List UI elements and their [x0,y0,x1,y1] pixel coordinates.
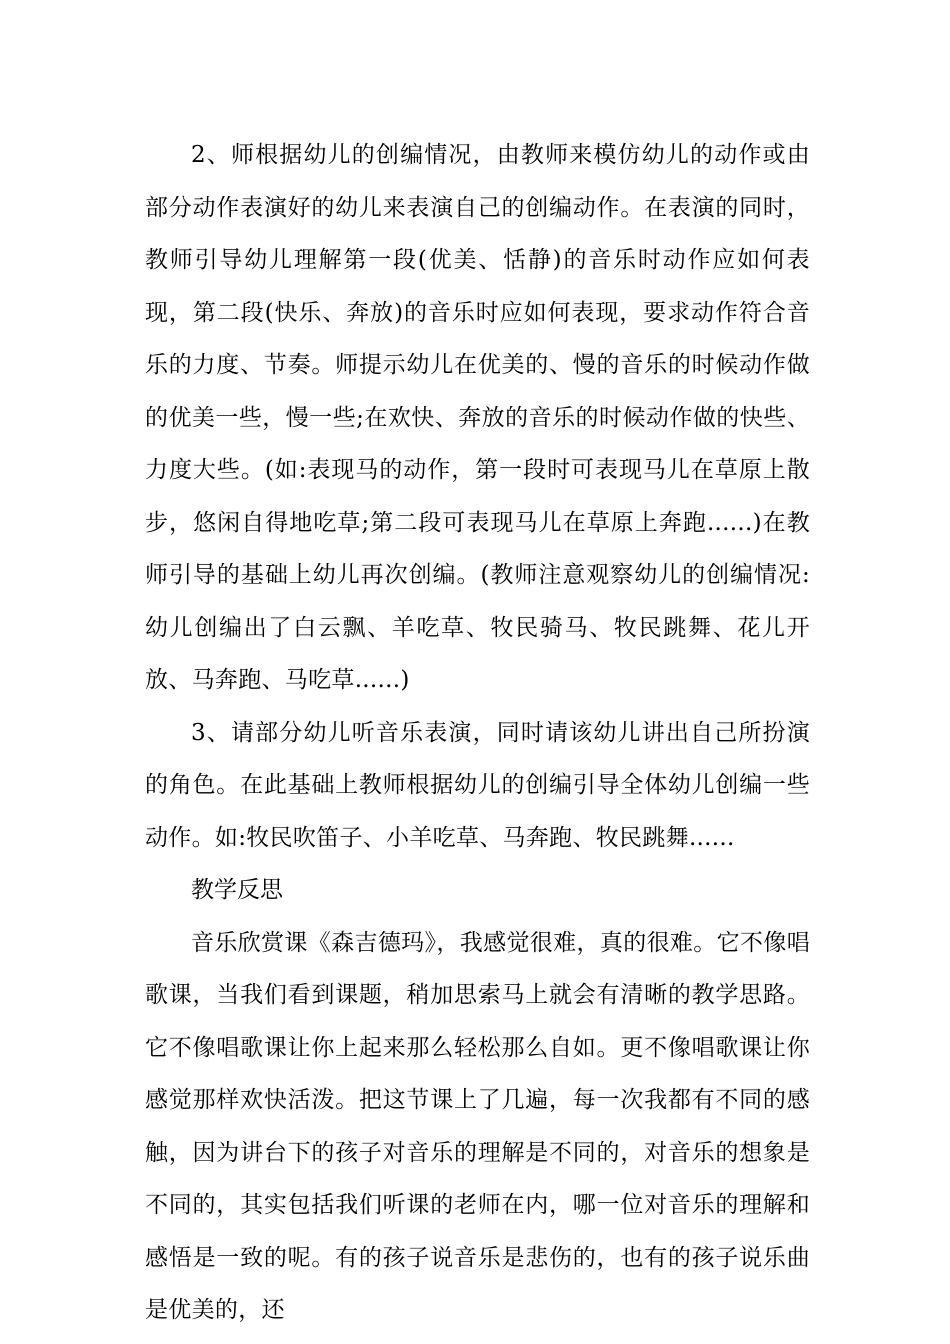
paragraph-step-3: 3、请部分幼儿听音乐表演，同时请该幼儿讲出自己所扮演的角色。在此基础上教师根据幼儿的创编引导全体幼儿创编一些动作。如:牧民吹笛子、小羊吃草、马奔跑、牧民跳舞...... [145,719,810,851]
section-heading-reflection: 教学反思 [191,877,283,903]
paragraph-reflection: 音乐欣赏课《森吉德玛》，我感觉很难，真的很难。它不像唱歌课，当我们看到课题，稍加思索马上就会有清晰的教学思路。它不像唱歌课让你上起来那么轻松那么自如。更不像唱歌课让你感觉那样欢快活泼。把这节课上了几遍，每一次我都有不同的感触，因为讲台下的孩子对音乐的理解是不同的，对音乐的想象是不同的，其实包括我们听课的老师在内，哪一位对音乐的理解和感悟是一致的呢。有的孩子说音乐是悲伤的，也有的孩子说乐曲是优美的，还 [145,929,810,1323]
paragraph-step-2: 2、师根据幼儿的创编情况，由教师来模仿幼儿的动作或由部分动作表演好的幼儿来表演自己的创编动作。在表演的同时，教师引导幼儿理解第一段(优美、恬静)的音乐时动作应如何表现，第二段(快乐、奔放)的音乐时应如何表现，要求动作符合音乐的力度、节奏。师提示幼儿在优美的、慢的音乐的时候动作做的优美一些，慢一些;在欢快、奔放的音乐的时候动作做的快些、力度大些。(如:表现马的动作，第一段时可表现马儿在草原上散步，悠闲自得地吃草;第二段可表现马儿在草原上奔跑......)在教师引导的基础上幼儿再次创编。(教师注意观察幼儿的创编情况:幼儿创编出了白云飘、羊吃草、牧民骑马、牧民跳舞、花儿开放、马奔跑、马吃草......) [145,142,810,693]
document-body [145,129,810,1337]
